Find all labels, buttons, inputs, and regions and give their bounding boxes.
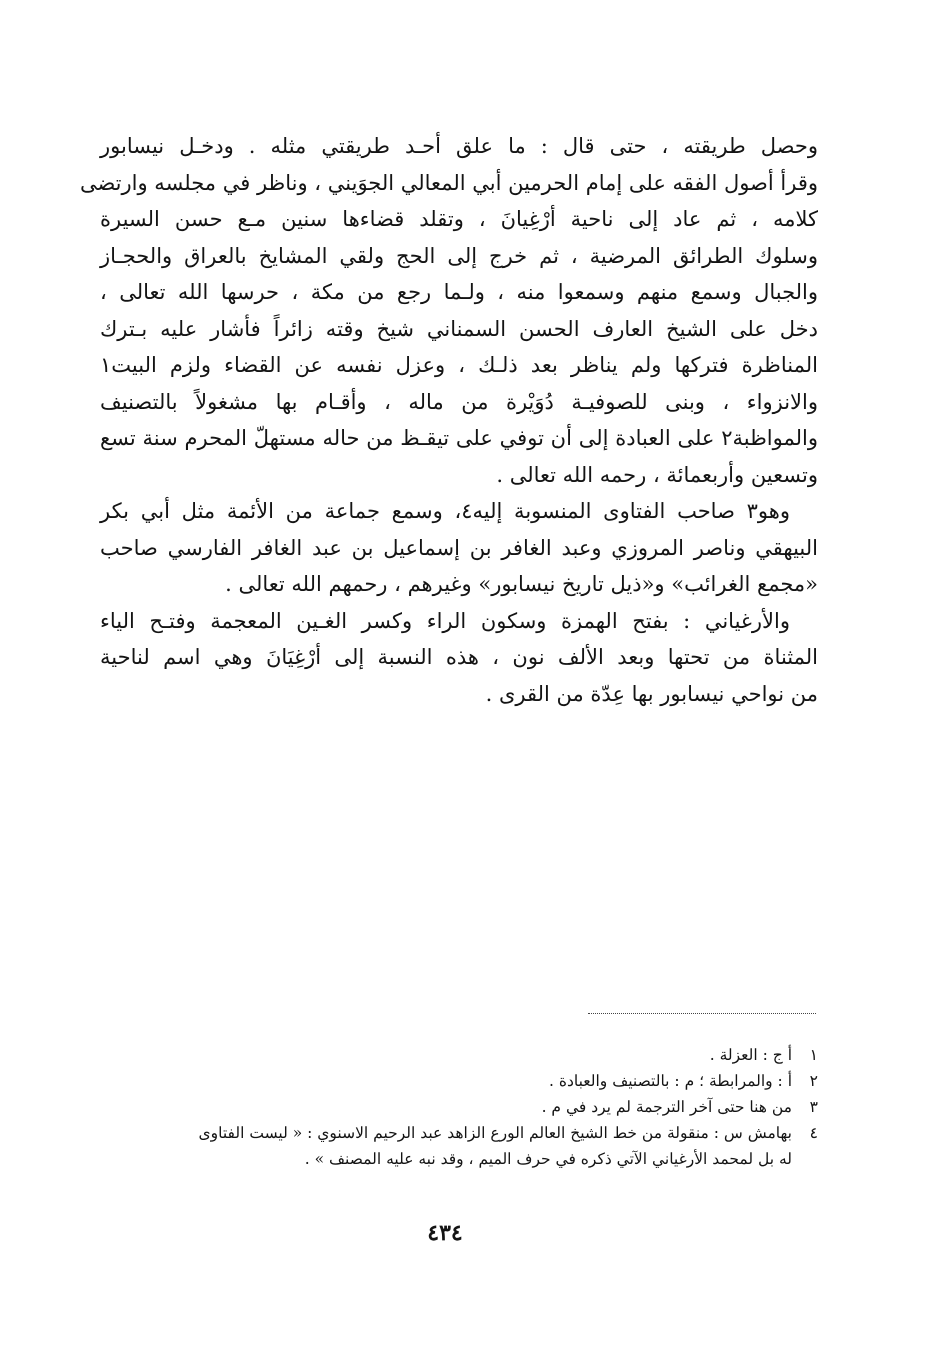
footnote-number: ٢ [809,1072,818,1090]
text-line: دخل على الشيخ العارف الحسن السمناني شيخ وقته زائراً فأشار عليه بـترك [100,316,818,341]
text-line: من نواحي نيسابور بها عِدّة من القرى . [485,681,818,706]
footnote-text: من هنا حتى آخر الترجمة لم يرد في م . [541,1098,792,1116]
paragraph-1 [79,128,818,493]
text-line: وسلوك الطرائق المرضية ، ثم خرج إلى الحج ولقي المشايخ بالعراق والحجـاز [100,243,818,268]
text-line: كلامه ، ثم عاد إلى ناحية أرْغِيانَ ، وتقلد قضاءها سنين مـع حسن السيرة [100,207,818,231]
footnote-text: أ ج : العزلة . [709,1046,792,1064]
text-line: والأرغياني : بفتح الهمزة وسكون الراء وكسر الغـين المعجمة وفتـح الياء [100,608,790,633]
page-number: ٤٣٤ [427,1220,463,1246]
text-line: وحصل طريقته ، حتى قال : ما علق أحـد طريقتي مثله . ودخـل نيسابور [100,134,818,158]
main-text [79,128,818,712]
footnote-number: ١ [809,1046,818,1064]
footnote-divider [588,1013,816,1014]
text-line: البيهقي وناصر المروزي وعبد الغافر بن إسماعيل بن عبد الغافر الفارسي صاحب [100,535,818,560]
paragraph-2 [100,493,818,603]
footnotes [100,1042,818,1172]
text-line: وتسعين وأربعمائة ، رحمه الله تعالى . [496,462,818,487]
footnote-text: أ : والمرابطة ؛ م : بالتصنيف والعبادة . [549,1072,792,1090]
footnote-number: ٤ [809,1124,818,1142]
footnote-4 [100,1120,818,1146]
paragraph-3 [100,603,818,713]
text-line: المثناة من تحتها وبعد الألف نون ، هذه النسبة إلى أرْغِيَانَ وهي اسم لناحية [100,645,818,669]
footnote-1 [100,1042,818,1068]
footnote-number: ٣ [809,1098,818,1116]
text-line: وقرأ أصول الفقه على إمام الحرمين أبي المعالي الجوَيني ، وناظر في مجلسه وارتضى [79,170,818,195]
text-line: والمواظبة٢ على العبادة إلى أن توفي على تيقـظ من حاله مستهلّ المحرم سنة تسع [100,426,818,450]
footnote-3 [100,1094,818,1120]
footnote-2 [100,1068,818,1094]
footnote-4-continuation: له بل لمحمد الأرغياني الآتي ذكره في حرف الميم ، وقد نبه عليه المصنف » . [304,1150,792,1168]
text-line: والانزواء ، وبنى للصوفيـة دُوَيْرة من ماله ، وأقـام بها مشغولاً بالتصنيف [100,389,818,414]
text-line: المناظرة فتركها ولم يناظر بعد ذلـك ، وعزل نفسه عن القضاء ولزم البيت١ [100,353,818,377]
text-line: والجبال وسمع منهم وسمعوا منه ، ولـما رجع من مكة ، حرسها الله تعالى ، [100,280,818,304]
footnote-text: بهامش س : منقولة من خط الشيخ العالم الورع الزاهد عبد الرحيم الاسنوي : « ليست الفتاوى [198,1124,792,1142]
text-line: وهو٣ صاحب الفتاوى المنسوبة إليه٤، وسمع جماعة من الأئمة مثل أبي بكر [100,499,790,523]
text-line: «مجمع الغرائب» و«ذيل تاريخ نيسابور» وغيرهم ، رحمهم الله تعالى . [225,572,818,596]
